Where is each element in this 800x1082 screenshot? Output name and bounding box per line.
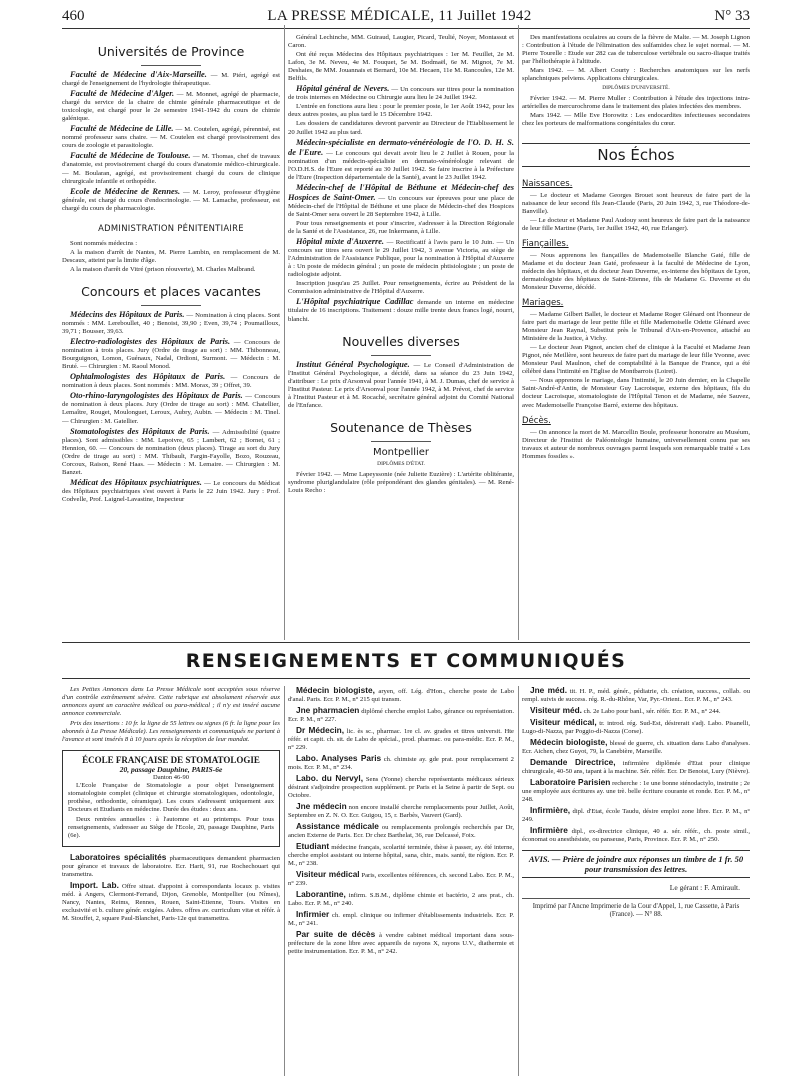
classified-ad-text: infirmière diplômée d'Etat pour clinique chirurgicale, 40-50 ans, tapant à la machine. Sér. référ. Ecr. Dr Benoist, Lury (Nièvre). (522, 760, 750, 775)
article-text: — On annonce la mort de M. Marcellin Boule, professeur honoraire au Muséum, Directeur de l'Institut de Paléontologie humaine, universellement connu par ses travaux et auteur de nombreux ouvrages parmi lesquels son remarquable traité « Les Hommes fossiles ». (522, 428, 750, 460)
article-text: — Admissibilité (quatre places). Sont admissibles : MM. Lepoivre, 65 ; Lambert, 62 ; Bornet, 61 ; Hennion, 60. — Concours de nomination (deux places). Tirage au sort du Jury (Ordre de tirage au sort) : MM. Thibault, Fargin-Fayolle, Bozo, Rouzeau, Corcoux, Raison, René Haas. — Médecin : M. Lemaire. — Chirurgien : M. Banzet. (62, 428, 280, 476)
article-paragraph (522, 34, 750, 66)
page-number: 460 (62, 8, 85, 24)
classified-ad (522, 718, 750, 736)
classified-ad-lead: Laboratoire Parisien (530, 777, 611, 787)
article-text: Général Lechinche, MM. Guiraud, Laugier, Picard, Teulié, Noyer, Montassut et Caron. (288, 34, 514, 50)
article-paragraph (62, 187, 280, 213)
classifieds-intro-paragraph: Les Petites Annonces dans La Presse Médicale sont acceptées sous réserve d'un contrôle extrêmement sévère. Cette rubrique est absolument réservée aux annonces ayant un caractère médical ou para-médical ; il n'y est inséré aucune annonce commerciale. (62, 686, 280, 717)
article-heading: Stomatologistes des Hôpitaux de Paris. (70, 426, 210, 436)
article-heading: Faculté de Médecine d'Aix-Marseille. (70, 70, 207, 79)
article-text: — Le Conseil d'Administration de l'Institut Général Psychologique, a décidé, dans sa séance du 23 Juin 1942, d'attribuer : Le prix d'Arsonval pour l'année 1941, à M. J. Dumas, chef de service à l'Institut Pasteur. Le prix d'Arsonval pour l'année 1942, à M. Prévot, chef de service à l'Institut Pasteur et à M. Rocaché, secrétaire général adjoint du Comité National de l'Enfance. (288, 361, 514, 409)
article-paragraph (288, 103, 514, 119)
article-text: demande un interne en médecine titulaire de 16 inscriptions. Traitement : douze mille trente deux francs logé, nourri, blanchi. (288, 299, 514, 323)
section-heading: ADMINISTRATION PÉNITENTIAIRE (98, 222, 244, 233)
classified-ad-lead: Assistance médicale (296, 821, 379, 831)
article-text: Mars 1942. — Mlle Eve Horowitz : Les endocardites infectieuses secondaires chez les porteurs de malformations congénitales du cœur. (522, 112, 750, 128)
section-rule (371, 441, 431, 442)
classifieds-intro (62, 686, 280, 744)
section-heading: Concours et places vacantes (81, 283, 261, 299)
article-heading: Médecins des Hôpitaux de Paris. (70, 309, 185, 319)
article-heading: L'Hôpital psychiatrique Cadillac (296, 297, 414, 307)
classified-ad-lead: Infirmière, (530, 805, 571, 815)
article-paragraph (62, 240, 280, 248)
classified-ad-lead: Laborantine, (296, 889, 346, 899)
article-paragraph (288, 280, 514, 296)
article-text: — Rectificatif à l'avis paru le 10 Juin. — Un concours sur titres sera ouvert le 29 Juillet 1942, 3 avenue Victoria, au siège de l'Administration de l'Assistance Publique, pour la nomination à l'Hôpital d'Auxerre à : Un poste de médecin général ; un poste de médecin phtisiologiste ; un poste de radiologiste adjoint. (288, 239, 514, 279)
classified-ad-lead: Labo. Analyses Paris (296, 753, 382, 763)
article-text: — Nous apprenons les fiançailles de Mademoiselle Blanche Gaté, fille de Madame et du docteur Jean Gaté, professeur à la faculté de Médecine de Lyon, médecin des hôpitaux, et du docteur Jean Duverne, ex-interne des hôpitaux de Lyon, dermatologiste des hôpitaux de Saint-Etienne, fils de Madame G. Duverne et du Monsieur Duverne, décédé. (522, 251, 750, 291)
article-paragraph (288, 34, 514, 50)
article-text: Mars 1942. — M. Albert Courty : Recherches anatomiques sur les nerfs splanchniques pelviens. Applications chirurgicales. (522, 67, 750, 83)
article-heading: Médecin-spécialiste en dermato-vénéréologie de l'O. D. H. S. de l'Eure. (288, 137, 514, 157)
classified-ad-lead: Médecin biologiste, (530, 737, 608, 747)
classified-ad-text: recherche : 1e une bonne sténodactylo, instruite ; 2e une employée aux écritures ay. une trè. belle écriture courante et ronde. Ecr. P. M., n° 248. (522, 780, 750, 803)
article-text: Sont nommés médecins : (70, 239, 138, 247)
classified-ad-text: à vendre cabinet médical important dans sous-préfecture de la zone libre avec appareils de rayons X, rayons U.V., diathermie et petite instrumentation. Ecr. P. M., n° 242. (288, 932, 514, 955)
classified-ad-lead: Visiteur médical (296, 869, 360, 879)
classified-ad-lead: Etudiant (296, 841, 330, 851)
article-text: Février 1942. — Mme Lapeyssonie (née Juliette Euzière) : L'artérite oblitérante, syndrome pluriglandulaire (rôle prépondérant des glandes génitales). — M. René-Louis Recho : (288, 470, 514, 494)
article-heading: Faculté de Médecine de Toulouse. (70, 151, 191, 161)
article-paragraph (288, 120, 514, 136)
article-text: — Concours de nomination à deux places. Sont nommés : MM. Morax, 39 ; Offret, 39. (62, 374, 280, 390)
classified-ad-text: tr. introd. rég. Sud-Est, désirerait s'adj. Labo. Pisanelli, Lugo-di-Nazza, par Poggio-di-Nazza (Corse). (522, 720, 750, 735)
classified-ad-text: ch. 2e Labo pour banl., sér. référ. Ecr. P. M., n° 244. (581, 708, 721, 715)
article-paragraph (288, 220, 514, 236)
article-paragraph (522, 67, 750, 83)
classified-ad (522, 686, 750, 704)
classified-ad-text: pharmaceutiques demandent pharmacien pour gérance et travaux de laboratoire. Ecr. Harit, 91, rue Rochechouart qui transmettra. (62, 855, 280, 878)
classified-ad (288, 774, 514, 800)
classifieds-heading: RENSEIGNEMENTS ET COMMUNIQUÉS (185, 650, 627, 672)
column-middle (288, 34, 514, 640)
classified-ad (288, 686, 514, 704)
classified-ad-lead: Infirmier (296, 909, 330, 919)
article-paragraph (522, 377, 750, 409)
article-text: Février 1942. — M. Pierre Muller : Contribution à l'étude des injections intra-artérielles de mercurochrome dans le traitement des plaies infectées des membres. (522, 95, 750, 111)
article-heading: Electro-radiologistes des Hôpitaux de Paris. (70, 337, 231, 347)
ecole-text (68, 782, 274, 840)
classified-ad-text: ch. chimiste ay. gde prat. pour remplacement 2 mois. Ecr. P. M., n° 234. (288, 756, 514, 771)
article-text: — Le docteur et Madame Paul Audouy sont heureux de faire part de la naissance de leur fille Martine (Paris, 1er Juillet 1942, 40, rue Erlanger). (522, 216, 750, 232)
classified-ad (288, 802, 514, 820)
classified-ad-text: Offre situat. d'appoint à correspondants locaux p. visites méd. à Angers, Clermont-Ferrand, Dijon, Grenoble, Montpellier (ou Nîmes), Nancy, Nantes, Reims, Rennes, Rouen, Saint-Etienne, Tours. Visites en exclusivité et b. culture génér. exigées. Adres. offres av. curriculum vitæ et référ. à M. Stouffet, 2, square Paul-Blanchet, Paris-12e qui transmettra. (62, 883, 280, 922)
classified-ad (522, 806, 750, 824)
article-text: — Nomination à cinq places. Sont nommés : MM. Lereboullet, 40 ; Benoist, 39,90 ; Even, 39,74 ; Poumailloux, 39,71 ; Bousser, 39,63. (62, 311, 280, 336)
classified-ad-text: dipl., ex-directrice clinique, 40 a. sér. référ., ch. poste simil., économat ou anesthésiste, ou panseuse, Paris, Province. Ecr. P. M., n° 250. (522, 828, 750, 843)
article-heading: Oto-rhino-laryngologistes des Hôpitaux de Paris. (70, 391, 243, 401)
article-text: — M. Piéri, agrégé est chargé de l'enseignement de l'hydrologie thérapeutique. (62, 72, 280, 88)
article-text: Pour tous renseignements et pour s'inscrire, s'adresser à la Direction Régionale de la Santé et de l'Assistance, 26, rue Inkermann, à Lille. (288, 219, 514, 236)
classified-ad (522, 826, 750, 844)
section-heading: Nos Échos (522, 143, 750, 167)
classified-ad-lead: Jne pharmacien (296, 705, 360, 715)
classifieds-ads (62, 853, 280, 923)
classified-ad (288, 910, 514, 928)
issue-number: N° 33 (714, 8, 750, 24)
section-rule (141, 305, 201, 306)
gerant-line: Le gérant : F. Amirault. (669, 883, 740, 892)
classifieds-column-middle (288, 686, 514, 1076)
article-text: Inscription jusqu'au 25 Juillet. Pour renseignements, écrire au Président de la Commission administrative de l'Hôpital d'Auxerre. (288, 280, 514, 296)
article-paragraph (522, 192, 750, 216)
classified-ad-text: non encore installé cherche remplacements pour Juillet, Août, Septembre en Z. N. O. Ecr. Guigou, 15, r. Barbès, Vauvert (Gard). (288, 804, 514, 819)
classified-ad-lead: Médecin biologiste, (296, 686, 375, 695)
article-paragraph (522, 112, 750, 128)
classified-ad (522, 758, 750, 776)
column-divider (284, 686, 285, 1076)
article-heading: Faculté de Médecine de Lille. (70, 124, 174, 134)
article-paragraph (522, 95, 750, 111)
classified-ad-lead: Visiteur méd. (530, 705, 582, 715)
article-heading: Ecole de Médecine de Rennes. (70, 186, 181, 196)
rubric-heading: Fiançailles. (522, 238, 569, 249)
article-text: A la maison d'arrêt de Nantes, M. Pierre Lambin, en remplacement de M. Descaux, atteint par la limite d'âge. (62, 248, 280, 264)
article-text: — Concours de nomination à trois places. Jury (Ordre de tirage au sort) : MM. Thibonneau, Bourguignon, Lomon, Guénaux, Nadal, Ordioni, Surmont. — Médecin : M. Bruté. — Chirurgien : M. Raoul Monod. (62, 339, 280, 371)
classified-ad-text: diplômé cherche emploi Labo, gérance ou représentation. Ecr. P. M., n° 227. (288, 708, 514, 723)
classified-ad (288, 726, 514, 752)
column-divider (518, 25, 519, 640)
ecole-paragraph: Deux rentrées annuelles : à l'automne et au printemps. Pour tous renseignements, s'adresser au Siège de l'Ecole, 20, passage Dauphine, Paris (6e). (68, 816, 274, 839)
article-heading: Ophtalmologistes des Hôpitaux de Paris. (70, 372, 226, 382)
article-text: L'entrée en fonctions aura lieu : pour le premier poste, le 1er Août 1942, pour les deux autres postes, au plus tard le 15 Décembre 1942. (288, 103, 514, 119)
classified-ad (288, 930, 514, 956)
article-paragraph (522, 344, 750, 376)
article-paragraph (62, 70, 280, 88)
classifieds-column-left (62, 686, 280, 1076)
article-heading: Hôpital mixte d'Auxerre. (296, 237, 385, 247)
article-text: — M. Monnet, agrégé de pharmacie, chargé du service de la chaire de chimie générale pharmaceutique et de toxicologie, est chargé pour le 2e semestre 1941-1942 du cours de chimie galénique. (62, 91, 280, 123)
ecole-telephone: Danton 46-90 (153, 774, 189, 781)
article-heading: Médecin-chef de l'Hôpital de Béthune et Médecin-chef des Hospices de Saint-Omer. (288, 182, 514, 202)
column-right (522, 34, 750, 640)
imprimeur-line: Imprimé par l'Ancne Imprimerie de la Cour d'Appel, 1, rue Cassette, à Paris (France). — N° 88. (522, 898, 750, 919)
subheading: Montpellier (372, 446, 430, 458)
classified-ad (288, 822, 514, 840)
article-text: — Un concours sur titres pour la nomination de trois internes en Médecine ou Chirurgie aura lieu le 24 Juillet 1942. (288, 86, 514, 102)
ecole-name: ÉCOLE FRANÇAISE DE STOMATOLOGIE (82, 755, 260, 765)
classified-ad-lead: Infirmière (530, 825, 568, 835)
classified-ad-lead: Demande Directrice, (530, 757, 616, 767)
classified-ad-lead: Import. Lab. (70, 880, 119, 890)
classified-ad-lead: Visiteur médical, (530, 717, 597, 727)
classified-ad-lead: Labo. du Nervyl, (296, 773, 364, 783)
column-divider (284, 25, 285, 640)
article-heading: Faculté de Médecine d'Alger. (70, 89, 175, 99)
classified-ad (288, 706, 514, 724)
article-paragraph (62, 427, 280, 477)
section-heading: Universités de Province (97, 44, 245, 59)
article-text: A la maison d'arrêt de Vitré (prison réouverte), M. Charles Malbrand. (70, 265, 256, 273)
journal-title: LA PRESSE MÉDICALE, 11 Juillet 1942 (267, 8, 532, 24)
article-text: Les dossiers de candidatures devront parvenir au Directeur de l'Etablissement le 20 Juillet 1942 au plus tard. (288, 120, 514, 136)
section-heading: Nouvelles diverses (342, 333, 460, 349)
article-paragraph (288, 297, 514, 323)
section-rule (62, 678, 750, 679)
article-heading: Médicat des Hôpitaux psychiatriques. (70, 477, 202, 487)
article-text: — M. Leroy, professeur d'hygiène générale, est chargé du cours d'endocrinologie. — M. Lamache, professeur, est chargé du cours de pharmacologie. (62, 188, 280, 212)
ecole-paragraph: L'Ecole Française de Stomatologie a pour objet l'enseignement stomatologiste complet (clinique et chirurgie stomatologiques, odontologie, prothèse, orthodontie, céramique). Les cours s'adressent uniquement aux Docteurs et Etudiants en médecine. Durée des études : deux ans. (68, 782, 274, 813)
classified-ad (522, 706, 750, 716)
column-divider (518, 686, 519, 1076)
article-text: — M. Coutelen, agrégé, pérennisé, est nommé professeur sans chaire. — M. Coutelen est chargé provisoirement des cours de zoologie et parasitologie. (62, 126, 280, 150)
classified-ad-text: dipl. d'Etat, école Taudu, désire emploi zone libre. Ecr. P. M., n° 249. (522, 808, 750, 823)
article-text: Ont été reçus Médecins des Hôpitaux psychiatriques : 1er M. Feuillet, 2e M. Lafon, 3e M. Neveu, 4e M. Fouquet, 5e M. Bodmaël, 6e M. Mignot, 7e M. Deshaies, 8e MM. Jouannais et Bernard, 10e M. Hecaen, 11e M. Rancoules, 12e M. Belfils. (288, 51, 514, 83)
article-paragraph (62, 151, 280, 185)
article-text: — Nous apprenons le mariage, dans l'intimité, le 20 Juin dernier, en la Chapelle Saint-André-d'Antin, de Monsieur Guy Lacroisque, externe des hôpitaux, fils du docteur Lacroisque, stomatologiste de l'Hôpital Tenon et de Madame, née Sauvez, avec Mademoiselle Françoise Barré, externe des hôpitaux. (522, 377, 750, 409)
classified-ad-text: médecine français, scolarité terminée, thèse à passer, ay. été interne, cherche emploi assistant ou interne hôpital, sana, chir., mais. santé, tte région. Ecr. P. M., n° 238. (288, 844, 514, 867)
article-paragraph (522, 311, 750, 343)
classified-ad (288, 842, 514, 868)
classified-ad-text: Sens (Yonne) cherche représentants médicaux sérieux désirant s'adjoindre prospection supplément. pr Paris et la Seine à partir de Sept. ou Octobre. (288, 776, 514, 799)
article-paragraph (62, 372, 280, 390)
article-text: — Le concours du Médicat des Hôpitaux psychiatriques s'est ouvert à Paris le 22 Juin 1942. Jury : Prof. Codvelle, Prof. Laignel-Lavastine, Inspecteur (62, 479, 280, 503)
article-paragraph (62, 249, 280, 265)
article-paragraph (288, 51, 514, 83)
article-text: Des manifestations oculaires au cours de la fièvre de Malte. — M. Joseph Lignon : Contribution à l'étude de l'élimination des sulfamides chez le sujet normal. — M. Pierre Tourelle : Etude sur 282 cas de tuberculose vertébrale ou sacro-iliaque traités par l'héliothérapie à l'altitude. (522, 34, 750, 66)
classified-ad-text: ch. empl. clinique ou infirmer d'établissements industriels. Ecr. P. M., n° 241. (288, 912, 514, 927)
ecole-address: 20, passage Dauphine, PARIS-6e (119, 765, 223, 774)
article-text: — Le docteur Jean Pignot, ancien chef de clinique à la Faculté et Madame Jean Pignot, née Meillère, sont heureux de faire part du mariage de leur fille Yvonne, avec Monsieur Paul Maulnon, chef de comptabilité à la Banque de France, qui a été célébré dans l'intimité en l'Eglise de Montbarrois (Loiret). (522, 344, 750, 376)
article-paragraph (288, 138, 514, 182)
article-paragraph (62, 391, 280, 425)
classified-ad-text: aryen, off. Lég. d'Hon., cherche poste de Labo d'anal. Paris. Ecr. P. M., n° 215 qui transm. (288, 688, 514, 703)
rubric-heading: Mariages. (522, 297, 564, 308)
article-paragraph (288, 471, 514, 495)
classified-ad-lead: Par suite de décès (296, 929, 376, 939)
section-rule (62, 642, 750, 643)
ecole-stomatologie-box (62, 750, 280, 847)
avis-notice: AVIS. — Prière de joindre aux réponses un timbre de 1 fr. 50 pour transmission des lettres. (522, 850, 750, 878)
classified-ad-text: blessé de guerre, ch. situation dans Labo d'analyses. Ecr. Aichen, chez Guyot, 79, la Canebière, Marseille. (522, 740, 750, 755)
article-paragraph (288, 237, 514, 279)
classified-ad (288, 870, 514, 888)
rubric-heading: Naissances. (522, 178, 573, 189)
classified-ad (62, 853, 280, 879)
classified-ad-text: tit. H. P., méd. génér., pédiatrie, ch. création, success., collab. ou rempl. suivis de success. rég. R.-du-Rhône, Var, Pyr.-Orient.. Ecr. P. M., n° 243. (522, 688, 750, 703)
article-text: — Le concours qui devait avoir lieu le 2 Juillet à Rouen, pour la nomination d'un médecin-spécialiste en dermato-vénéréologie relevant de l'O.D.H.S. de l'Eure est reporté au 30 Juillet 1942. Se faire inscrire à la Préfecture de l'Eure (Inspection départementale de la Santé), avant le 23 Juillet 1942. (288, 149, 514, 181)
article-text: — Madame Gilbert Ballet, le docteur et Madame Roger Glénard ont l'honneur de faire part du mariage de leur petite fille et fille Mademoiselle Odette Glénard avec Monsieur Jean Raynal, Substitut près le Tribunal d'Aix-en-Provence, attaché au Ministère de la Justice, à Vichy. (522, 310, 750, 343)
classified-ad (522, 778, 750, 804)
rubric-heading: Décès. (522, 415, 551, 426)
classified-ad (288, 890, 514, 908)
classified-ad-lead: Laboratoires spécialités (70, 852, 167, 862)
article-paragraph (62, 89, 280, 123)
article-paragraph (522, 252, 750, 292)
article-text: — Concours de nomination à deux places. Jury (Ordre de tirage au sort) : MM. Chatellier, Lemaître, Rouget, Moulonguet, Leroux, Aubry, Aubin. — Médecin : M. Tinel. — Chirurgien : M. Gatellier. (62, 393, 280, 425)
subheading-small: DIPLÔMES D'ÉTAT. (377, 460, 425, 467)
classified-ad (522, 738, 750, 756)
column-left (62, 34, 280, 640)
classified-ad-text: lic. ès sc., pharmac. 1re cl. av. grades et titres universit. Hte référ. et capit. ch. sit. de Labo de spécial., prod. pharmac. ou para-médic. Ecr. P. M., n° 229. (288, 728, 514, 751)
classified-ad-text: infirm. S.B.M., diplôme chimie et bactério, 2 ans prat., ch. Labo. Ecr. P. M., n° 240. (288, 892, 514, 907)
subheading-small: DIPLÔMES D'UNIVERSITÉ. (602, 85, 670, 92)
section-rule (141, 65, 201, 66)
classifieds-ads (522, 686, 750, 844)
classified-ad-text: ou remplacements prolongés recherchés par Dr, ancien Externe de Paris. Ecr. Dr chez Barthelat, 36, rue Delcassé, Foix. (288, 824, 514, 839)
article-heading: Institut Général Psychologique. (296, 359, 410, 369)
article-paragraph (522, 429, 750, 461)
classified-ad-lead: Dr Médecin, (296, 725, 344, 735)
classified-ad (288, 754, 514, 772)
article-text: — Un concours sur épreuves pour une place de Médecin-chef de l'Hôpital de Béthune et une place de Médecin-chef des Hospices de Saint-Omer sera ouvert le 28 Septembre 1942, à Lille. (288, 194, 514, 218)
article-paragraph (288, 360, 514, 410)
article-paragraph (62, 124, 280, 150)
article-paragraph (62, 478, 280, 504)
article-paragraph (288, 183, 514, 219)
article-paragraph (62, 310, 280, 336)
section-rule (371, 355, 431, 356)
article-paragraph (288, 84, 514, 102)
classified-ad (62, 881, 280, 923)
article-text: — M. Thomas, chef de travaux d'anatomie, est provisoirement chargé du cours d'anatomie médico-chirurgicale. — M. Boularan, agrégé, est provisoirement chargé du cours de clinique chirurgicale infantile et orthopédie. (62, 153, 280, 185)
classifieds-column-right (522, 686, 750, 1076)
classifieds-intro-paragraph: Prix des insertions : 10 fr. la ligne de 55 lettres ou signes (6 fr. la ligne pour les abonnés à La Presse Médicale). Les renseignements et communiqués ne partant à l'avance et sont insérés 8 à 10 jours après la réception de leur mandat. (62, 720, 280, 743)
article-paragraph (62, 266, 280, 274)
section-heading: Soutenance de Thèses (330, 419, 472, 435)
article-paragraph (522, 217, 750, 233)
classified-ad-lead: Jne médecin (296, 801, 347, 811)
classified-ad-lead: Jne méd. (530, 686, 568, 695)
page-header (62, 8, 750, 29)
article-heading: Hôpital général de Nevers. (296, 84, 390, 94)
article-text: — Le docteur et Madame Georges Brouet sont heureux de faire part de la naissance de leur second fils Jean-Claude (Paris, 20 Juin 1942, 3, rue Théodore-de-Banville). (522, 191, 750, 215)
article-paragraph (62, 337, 280, 371)
classified-ad-text: Paris, excellentes références, ch. second Labo. Ecr. P. M., n° 239. (288, 872, 514, 887)
